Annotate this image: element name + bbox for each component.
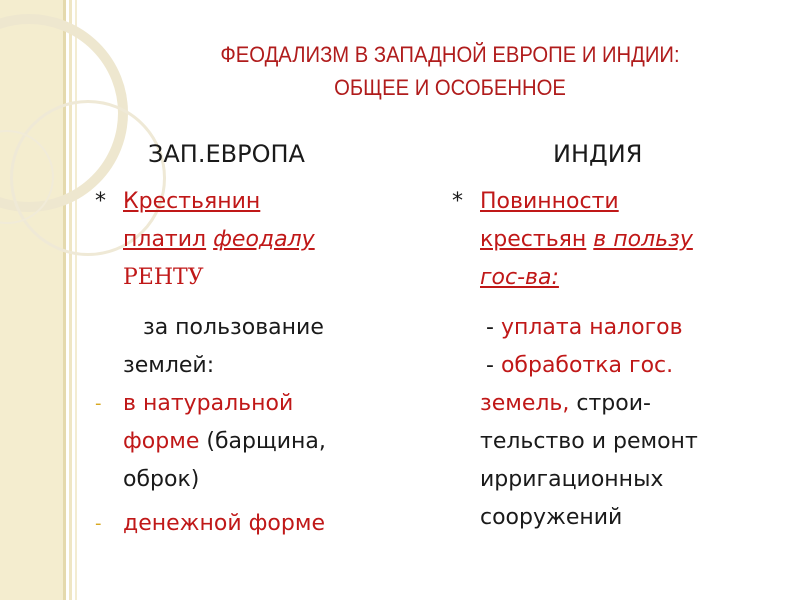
corvee-text: (барщина, (206, 429, 326, 454)
lands-text: земель, (480, 391, 570, 416)
natural-form-text: в натуральной (123, 391, 294, 416)
bullet-asterisk: * (452, 189, 463, 214)
money-form-text: денежной форме (123, 511, 325, 536)
construction-text: строи- (576, 391, 651, 416)
duties-text: Повинности (480, 189, 619, 214)
dash-marker: - (95, 393, 102, 414)
in-favor-text: в пользу (593, 227, 693, 252)
paid-text: платил (123, 227, 207, 252)
repair-text: тельство и ремонт (480, 429, 698, 454)
dash-marker: - (486, 353, 494, 378)
state-text: гос-ва: (480, 265, 559, 290)
bullet-asterisk: * (95, 189, 106, 214)
text-line (95, 423, 395, 461)
text-line (95, 221, 395, 259)
land-use-text: за пользование (143, 315, 324, 340)
cultivation-text: обработка гос. (500, 353, 674, 378)
peasant-text: Крестьянин (123, 189, 261, 214)
dash-marker: - (486, 315, 494, 340)
text-line (452, 183, 782, 221)
india-column (452, 183, 782, 537)
text-line (452, 385, 782, 423)
land-text: землей: (123, 353, 215, 378)
structures-text: сооружений (480, 505, 623, 530)
quitrent-text: оброк) (123, 467, 200, 492)
slide-title-line: ФЕОДАЛИЗМ В ЗАПАДНОЙ ЕВРОПЕ И ИНДИИ: (220, 42, 680, 67)
slide-title-line: ОБЩЕЕ И ОСОБЕННОЕ (334, 75, 566, 100)
text-line (452, 221, 782, 259)
peasants-text: крестьян (480, 227, 587, 252)
form-text: форме (123, 429, 200, 454)
column-heading-west-europe: ЗАП.ЕВРОПА (148, 140, 305, 168)
list-item (452, 347, 782, 385)
list-item (95, 505, 395, 543)
text-line (95, 183, 395, 221)
list-item (452, 309, 782, 347)
to-feudal-lord-text: феодалу (213, 227, 315, 252)
column-heading-india: ИНДИЯ (553, 140, 643, 168)
dash-marker: - (95, 513, 102, 534)
tax-payment-text: уплата налогов (500, 315, 683, 340)
list-item (95, 385, 395, 423)
irrigation-text: ирригационных (480, 467, 664, 492)
slide-title (128, 38, 772, 104)
rent-text: РЕНТУ (123, 265, 204, 290)
west-europe-column (95, 183, 395, 543)
